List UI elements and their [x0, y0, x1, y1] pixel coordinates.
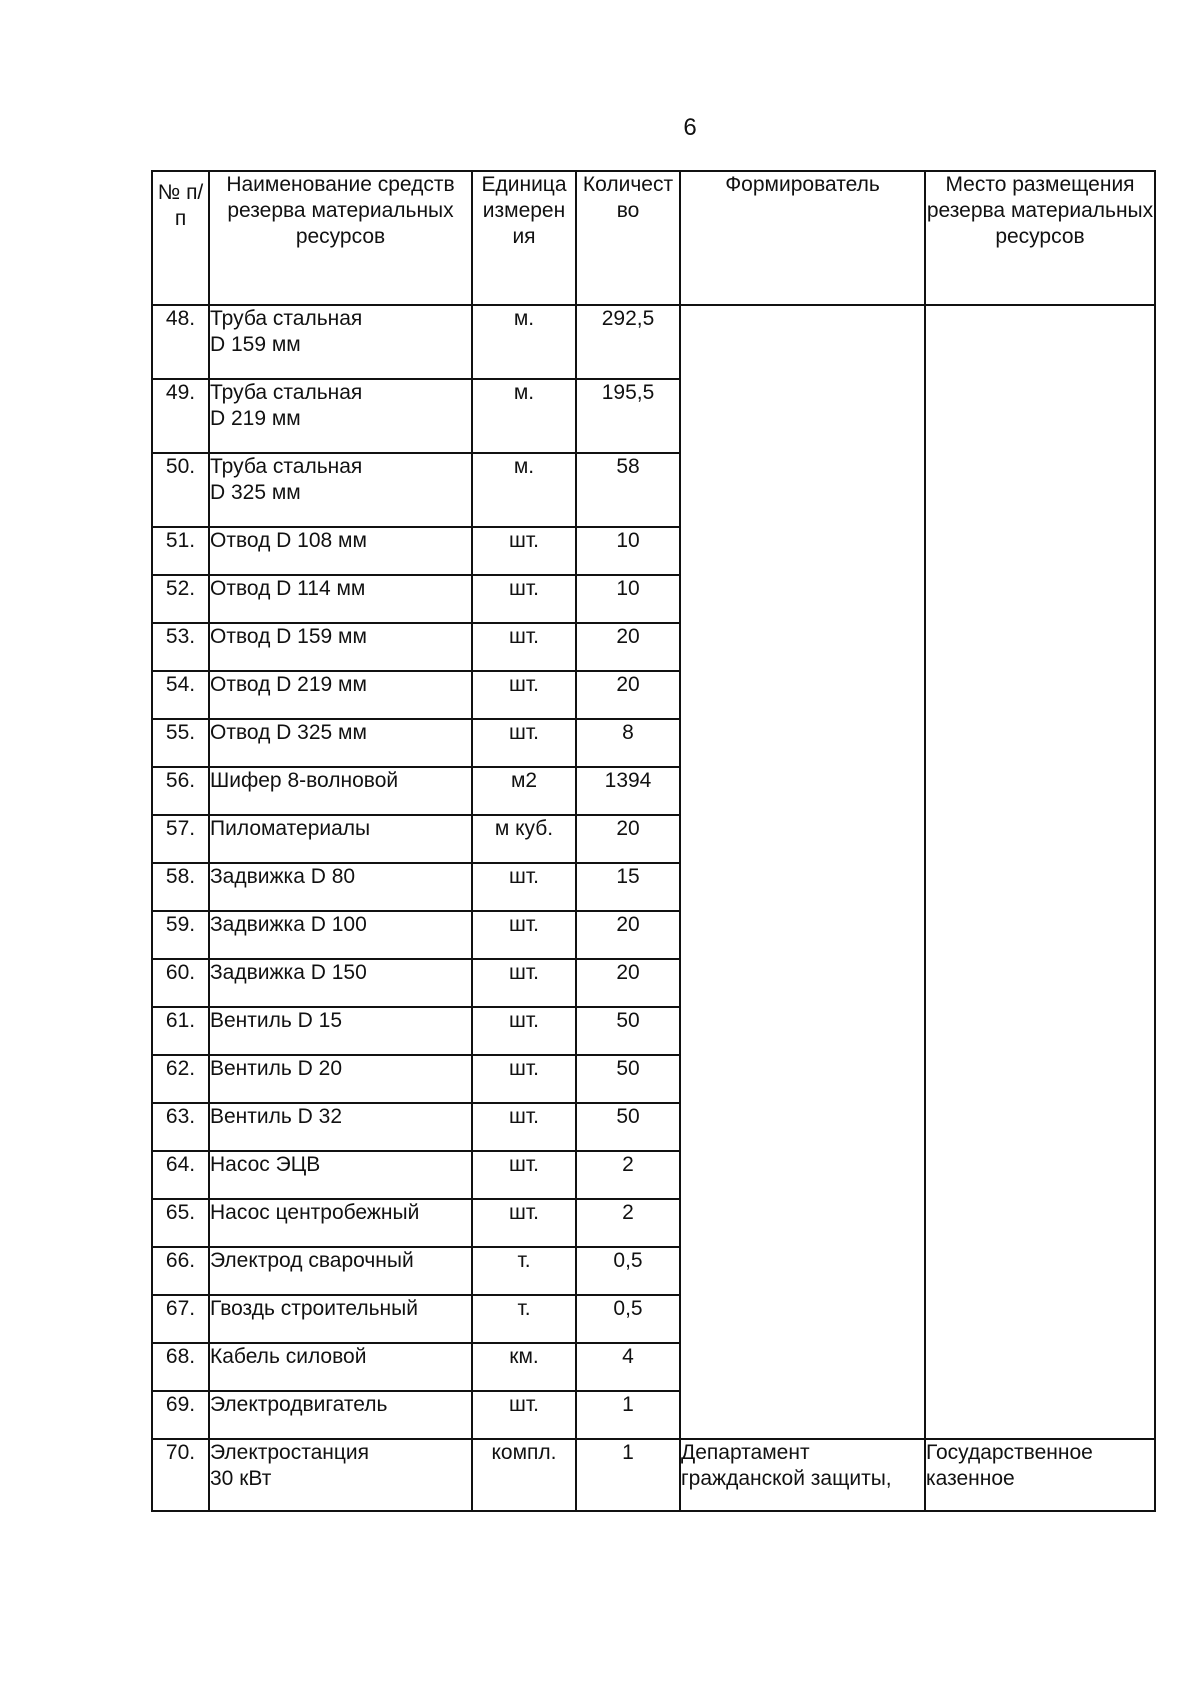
- header-former: Формирователь: [680, 171, 925, 305]
- row-qty: 20: [576, 959, 680, 1007]
- row-name: [209, 305, 472, 379]
- place-merged-cell: [925, 305, 1155, 1439]
- row-name: Электрод сварочный: [209, 1247, 472, 1295]
- row-name-line: Труба стальная: [210, 307, 363, 330]
- row-unit: м куб.: [472, 815, 576, 863]
- header-qty: Количест во: [576, 171, 680, 305]
- row-num: 62.: [152, 1055, 209, 1103]
- row-name: Насос ЭЦВ: [209, 1151, 472, 1199]
- row-unit: шт.: [472, 527, 576, 575]
- row-qty: 195,5: [576, 379, 680, 453]
- row-qty: 10: [576, 527, 680, 575]
- header-name: Наименование средств резерва материальных ресурсов: [209, 171, 472, 305]
- row-name: Насос центробежный: [209, 1199, 472, 1247]
- row-name: Отвод D 219 мм: [209, 671, 472, 719]
- table-row: [152, 1439, 1155, 1511]
- row-name-line: D 325 мм: [210, 481, 301, 504]
- row-qty: 0,5: [576, 1247, 680, 1295]
- row-num: 65.: [152, 1199, 209, 1247]
- row-name: Пиломатериалы: [209, 815, 472, 863]
- row-unit: м2: [472, 767, 576, 815]
- row-former: [680, 1439, 925, 1511]
- row-name: Вентиль D 15: [209, 1007, 472, 1055]
- row-unit: м.: [472, 305, 576, 379]
- table-row: [152, 305, 1155, 379]
- row-name: Отвод D 159 мм: [209, 623, 472, 671]
- row-num: 49.: [152, 379, 209, 453]
- former-merged-cell: [680, 305, 925, 1439]
- row-qty: 1: [576, 1391, 680, 1439]
- row-qty: 4: [576, 1343, 680, 1391]
- row-name-line: 30 кВт: [210, 1467, 272, 1490]
- row-name-line: Электростанция: [210, 1441, 370, 1464]
- row-unit: шт.: [472, 575, 576, 623]
- row-unit: м.: [472, 379, 576, 453]
- row-num: 59.: [152, 911, 209, 959]
- row-unit: компл.: [472, 1439, 576, 1511]
- row-name: Вентиль D 32: [209, 1103, 472, 1151]
- row-num: 51.: [152, 527, 209, 575]
- row-unit: шт.: [472, 1055, 576, 1103]
- row-qty: 0,5: [576, 1295, 680, 1343]
- row-qty: 50: [576, 1103, 680, 1151]
- row-place: [925, 1439, 1155, 1511]
- row-unit: шт.: [472, 1007, 576, 1055]
- row-num: 54.: [152, 671, 209, 719]
- row-name: Электродвигатель: [209, 1391, 472, 1439]
- row-unit: т.: [472, 1295, 576, 1343]
- row-num: 66.: [152, 1247, 209, 1295]
- row-name: Задвижка D 100: [209, 911, 472, 959]
- row-num: 61.: [152, 1007, 209, 1055]
- header-unit: Единица измерен ия: [472, 171, 576, 305]
- row-num: 56.: [152, 767, 209, 815]
- row-name: Вентиль D 20: [209, 1055, 472, 1103]
- row-name: [209, 1439, 472, 1511]
- row-name: Шифер 8-волновой: [209, 767, 472, 815]
- row-unit: шт.: [472, 1391, 576, 1439]
- row-name-line: Труба стальная: [210, 381, 363, 404]
- row-unit: шт.: [472, 1199, 576, 1247]
- row-unit: т.: [472, 1247, 576, 1295]
- row-num: 55.: [152, 719, 209, 767]
- row-name-line: Труба стальная: [210, 455, 363, 478]
- header-row: [152, 171, 1155, 305]
- row-unit: шт.: [472, 719, 576, 767]
- row-num: 63.: [152, 1103, 209, 1151]
- row-qty: 20: [576, 671, 680, 719]
- row-num: 57.: [152, 815, 209, 863]
- header-num: № п/п: [152, 171, 209, 305]
- row-qty: 58: [576, 453, 680, 527]
- row-name: Гвоздь строительный: [209, 1295, 472, 1343]
- row-qty: 1394: [576, 767, 680, 815]
- row-num: 69.: [152, 1391, 209, 1439]
- row-qty: 2: [576, 1199, 680, 1247]
- row-num: 68.: [152, 1343, 209, 1391]
- page-number: 6: [683, 114, 697, 141]
- row-name: Отвод D 114 мм: [209, 575, 472, 623]
- row-qty: 8: [576, 719, 680, 767]
- row-num: 70.: [152, 1439, 209, 1511]
- row-name: Задвижка D 80: [209, 863, 472, 911]
- row-num: 60.: [152, 959, 209, 1007]
- row-num: 50.: [152, 453, 209, 527]
- row-qty: 50: [576, 1055, 680, 1103]
- former-line: гражданской защиты,: [681, 1467, 892, 1490]
- row-name: [209, 453, 472, 527]
- row-qty: 20: [576, 815, 680, 863]
- row-qty: 2: [576, 1151, 680, 1199]
- row-name-line: D 159 мм: [210, 333, 301, 356]
- row-unit: шт.: [472, 1151, 576, 1199]
- row-unit: шт.: [472, 863, 576, 911]
- row-unit: шт.: [472, 911, 576, 959]
- row-qty: 10: [576, 575, 680, 623]
- row-unit: км.: [472, 1343, 576, 1391]
- row-name: [209, 379, 472, 453]
- row-name: Отвод D 108 мм: [209, 527, 472, 575]
- row-num: 53.: [152, 623, 209, 671]
- row-unit: шт.: [472, 959, 576, 1007]
- row-unit: шт.: [472, 671, 576, 719]
- former-line: Департамент: [681, 1441, 810, 1464]
- row-qty: 20: [576, 911, 680, 959]
- row-unit: шт.: [472, 623, 576, 671]
- row-qty: 50: [576, 1007, 680, 1055]
- row-name: Отвод D 325 мм: [209, 719, 472, 767]
- row-name: Задвижка D 150: [209, 959, 472, 1007]
- row-num: 48.: [152, 305, 209, 379]
- header-place: Место размещения резерва материальных ресурсов: [925, 171, 1155, 305]
- row-unit: шт.: [472, 1103, 576, 1151]
- row-num: 52.: [152, 575, 209, 623]
- place-line: казенное: [926, 1467, 1015, 1490]
- row-num: 58.: [152, 863, 209, 911]
- row-name-line: D 219 мм: [210, 407, 301, 430]
- row-num: 64.: [152, 1151, 209, 1199]
- row-unit: м.: [472, 453, 576, 527]
- row-qty: 20: [576, 623, 680, 671]
- place-line: Государственное: [926, 1441, 1093, 1464]
- row-name: Кабель силовой: [209, 1343, 472, 1391]
- row-qty: 1: [576, 1439, 680, 1511]
- reserve-resources-table: [151, 170, 1156, 1512]
- row-qty: 292,5: [576, 305, 680, 379]
- row-qty: 15: [576, 863, 680, 911]
- row-num: 67.: [152, 1295, 209, 1343]
